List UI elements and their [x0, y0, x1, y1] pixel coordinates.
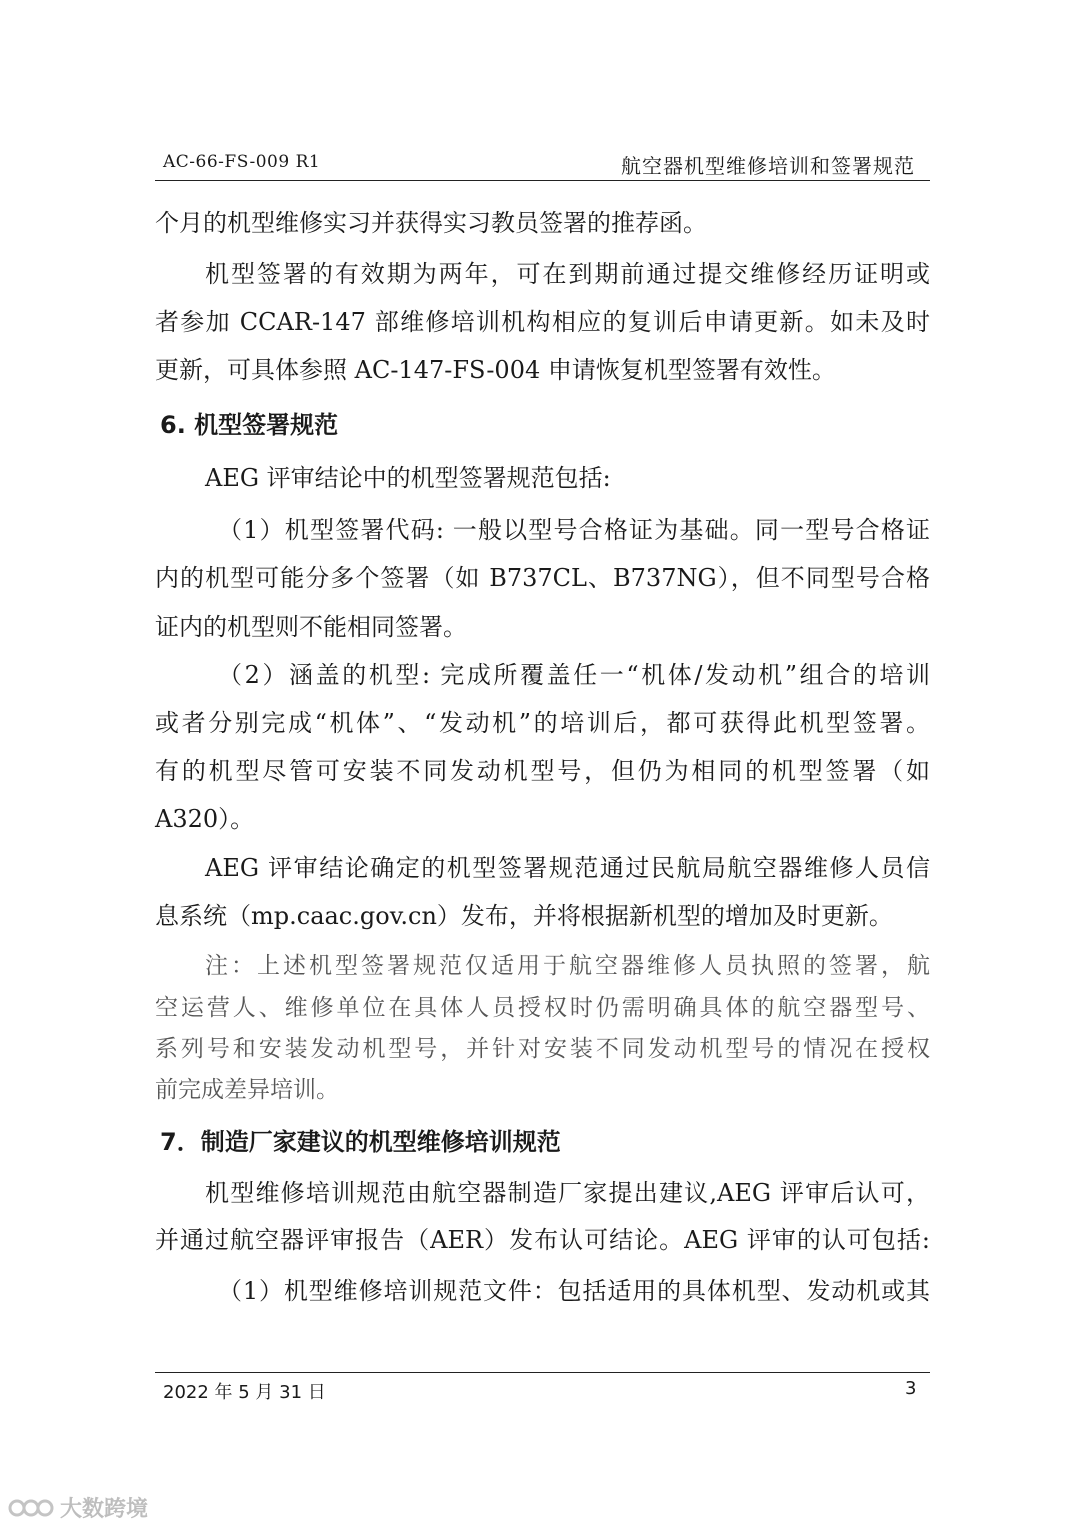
- footer-divider: [155, 1372, 930, 1373]
- paragraph-line: 并通过航空器评审报告（AER）发布认可结论。AEG 评审的认可包括:: [155, 1226, 930, 1254]
- note-line: 注：上述机型签署规范仅适用于航空器维修人员执照的签署，航: [205, 953, 930, 979]
- paragraph-line: 证内的机型则不能相同签署。: [155, 613, 467, 641]
- note-line: 系列号和安装发动机型号，并针对安装不同发动机型号的情况在授权: [155, 1036, 930, 1062]
- watermark-text: 大数跨境: [60, 1497, 149, 1522]
- paragraph-line: AEG 评审结论确定的机型签署规范通过民航局航空器维修人员信: [205, 854, 930, 882]
- paragraph-line: 机型维修培训规范由航空器制造厂家提出建议,AEG 评审后认可，: [205, 1179, 930, 1207]
- note-line: 前完成差异培训。: [155, 1077, 339, 1103]
- paragraph-line: A320）。: [155, 805, 255, 833]
- note-line: 空运营人、维修单位在具体人员授权时仍需明确具体的航空器型号、: [155, 995, 930, 1021]
- paragraph-line: AEG 评审结论中的机型签署规范包括:: [205, 464, 611, 492]
- page-number: 3: [905, 1378, 917, 1399]
- watermark-logo-icon: [8, 1495, 54, 1521]
- paragraph-line: 者参加 CCAR-147 部维修培训机构相应的复训后申请更新。如未及时: [155, 308, 930, 336]
- footer-date: 2022 年 5 月 31 日: [163, 1382, 326, 1403]
- paragraph-line: 内的机型可能分多个签署（如 B737CL、B737NG），但不同型号合格: [155, 564, 930, 592]
- section-heading-6: 6. 机型签署规范: [160, 411, 339, 439]
- paragraph-line: （1）机型维修培训规范文件：包括适用的具体机型、发动机或其: [218, 1277, 930, 1305]
- paragraph-line: （2）涵盖的机型: 完成所覆盖任一“机体/发动机”组合的培训: [218, 661, 930, 689]
- doc-title: 航空器机型维修培训和签署规范: [621, 154, 915, 178]
- paragraph-line: 有的机型尽管可安装不同发动机型号，但仍为相同的机型签署（如: [155, 757, 930, 785]
- paragraph-line: 或者分别完成“机体”、“发动机”的培训后，都可获得此机型签署。: [155, 709, 930, 737]
- doc-code: AC-66-FS-009 R1: [163, 152, 321, 172]
- header-divider: [155, 180, 930, 181]
- paragraph-line: 息系统（mp.caac.gov.cn）发布，并将根据新机型的增加及时更新。: [155, 902, 893, 930]
- paragraph-line: 更新，可具体参照 AC-147-FS-004 申请恢复机型签署有效性。: [155, 356, 836, 384]
- paragraph-line: （1）机型签署代码: 一般以型号合格证为基础。同一型号合格证: [218, 516, 930, 544]
- watermark: [8, 1492, 148, 1523]
- section-heading-7: 7．制造厂家建议的机型维修培训规范: [160, 1128, 561, 1156]
- paragraph-line: 机型签署的有效期为两年，可在到期前通过提交维修经历证明或: [205, 260, 930, 288]
- paragraph-line: 个月的机型维修实习并获得实习教员签署的推荐函。: [155, 209, 707, 237]
